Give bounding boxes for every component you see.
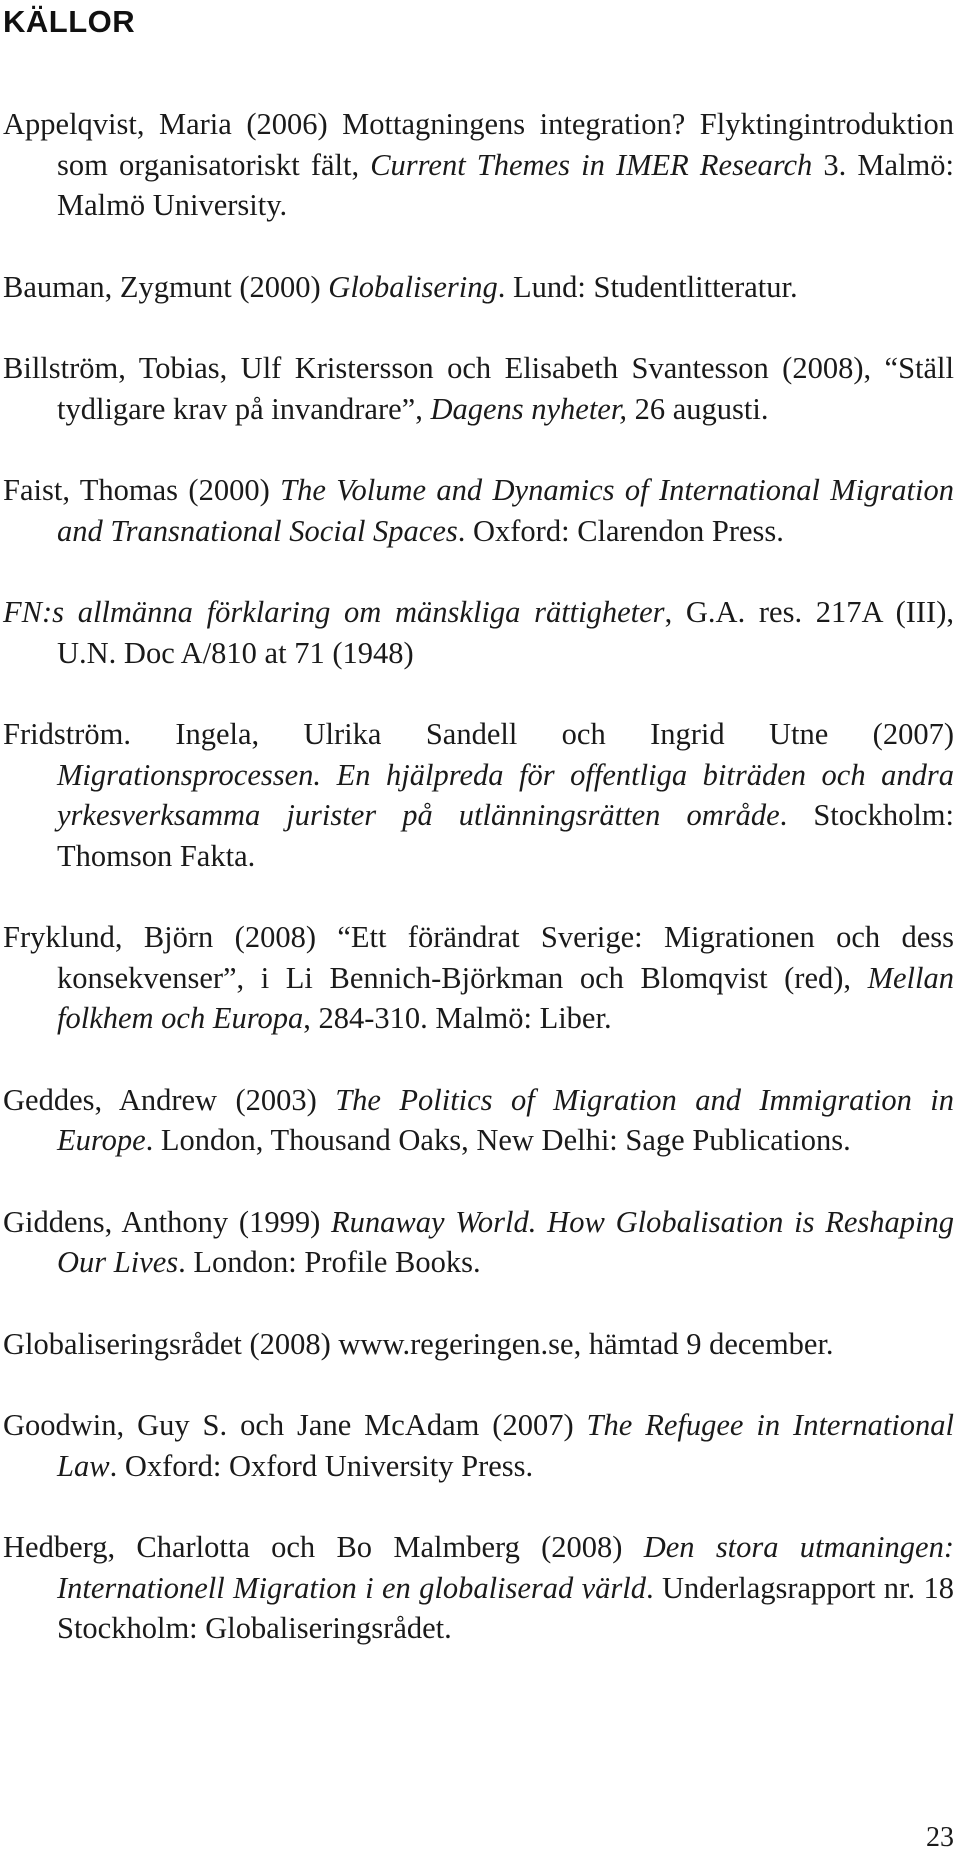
reference-title: Globalisering <box>328 269 498 304</box>
reference-title: FN:s allmänna förklaring om mänskliga rättigheter <box>3 595 665 629</box>
reference-item <box>3 1527 954 1649</box>
reference-text: . Lund: Studentlitteratur. <box>497 269 798 304</box>
reference-text: , 284-310. Malmö: Liber. <box>303 1001 612 1035</box>
reference-text: . Oxford: Oxford University Press. <box>109 1448 534 1483</box>
reference-text: Bauman, Zygmunt (2000) <box>3 269 329 304</box>
reference-title: Mellan folkhem och Europa <box>57 960 954 1035</box>
reference-text: Geddes, Andrew (2003) <box>3 1082 336 1117</box>
reference-text: . Stockholm: Thomson Fakta. <box>57 798 954 873</box>
reference-title: Dagens nyheter, <box>430 391 627 426</box>
reference-text: Fridström. Ingela, Ulrika Sandell och Ingrid Utne (2007) <box>3 717 954 751</box>
reference-item <box>3 917 954 1039</box>
reference-item <box>3 267 954 308</box>
reference-title: The Refugee in International Law <box>57 1408 954 1483</box>
reference-title: Migrationsprocessen. En hjälpreda för offentliga biträden och andra yrkesverksamma jurister på utlänningsrätten område <box>57 757 954 832</box>
reference-text: Appelqvist, Maria (2006) Mottagningens integration? Flyktingintroduktion som organisatoriskt fält, <box>3 107 954 182</box>
reference-text: Hedberg, Charlotta och Bo Malmberg (2008) <box>3 1530 644 1564</box>
reference-text: . Underlagsrapport nr. 18 Stockholm: Globaliseringsrådet. <box>57 1570 954 1645</box>
reference-text: 26 augusti. <box>626 391 769 426</box>
page-number: 23 <box>926 1822 954 1853</box>
reference-text: . Oxford: Clarendon Press. <box>457 513 784 548</box>
reference-title: Den stora utmaningen: Internationell Migration i en globaliserad värld <box>57 1530 954 1605</box>
reference-text: Globaliseringsrådet (2008) www.regeringen.se, hämtad 9 december. <box>3 1326 834 1361</box>
reference-item <box>3 714 954 876</box>
reference-item <box>3 470 954 551</box>
reference-item <box>3 348 954 429</box>
reference-title: The Volume and Dynamics of International Migration and Transnational Social Spaces <box>57 473 955 548</box>
reference-text: Goodwin, Guy S. och Jane McAdam (2007) <box>3 1408 587 1442</box>
reference-text: Fryklund, Björn (2008) “Ett förändrat Sverige: Migrationen och dess konsekvenser”, i Li Bennich-Björkman och Blomqvist (red), <box>3 920 954 995</box>
reference-text: . London: Profile Books. <box>178 1245 481 1279</box>
reference-list <box>3 104 954 1690</box>
reference-text: , G.A. res. 217A (III), U.N. Doc A/810 at 71 (1948) <box>57 595 954 670</box>
reference-text: Billström, Tobias, Ulf Kristersson och Elisabeth Svantesson (2008), “Ställ tydligare krav på invandrare”, <box>3 351 954 426</box>
reference-text: . London, Thousand Oaks, New Delhi: Sage Publications. <box>145 1123 851 1157</box>
reference-text: Giddens, Anthony (1999) <box>3 1204 332 1239</box>
reference-item <box>3 1324 954 1365</box>
reference-title: The Politics of Migration and Immigration in Europe <box>57 1082 954 1157</box>
reference-title: Current Themes in IMER Research <box>370 147 813 182</box>
reference-item <box>3 1080 954 1161</box>
section-heading: KÄLLOR <box>3 4 136 39</box>
reference-item <box>3 592 954 673</box>
reference-text: Faist, Thomas (2000) <box>3 473 281 507</box>
reference-text: 3. Malmö: Malmö University. <box>57 147 954 222</box>
reference-item <box>3 1405 954 1486</box>
reference-title: Runaway World. How Globalisation is Reshaping Our Lives <box>57 1204 954 1279</box>
reference-item <box>3 1202 954 1283</box>
reference-item <box>3 104 954 226</box>
